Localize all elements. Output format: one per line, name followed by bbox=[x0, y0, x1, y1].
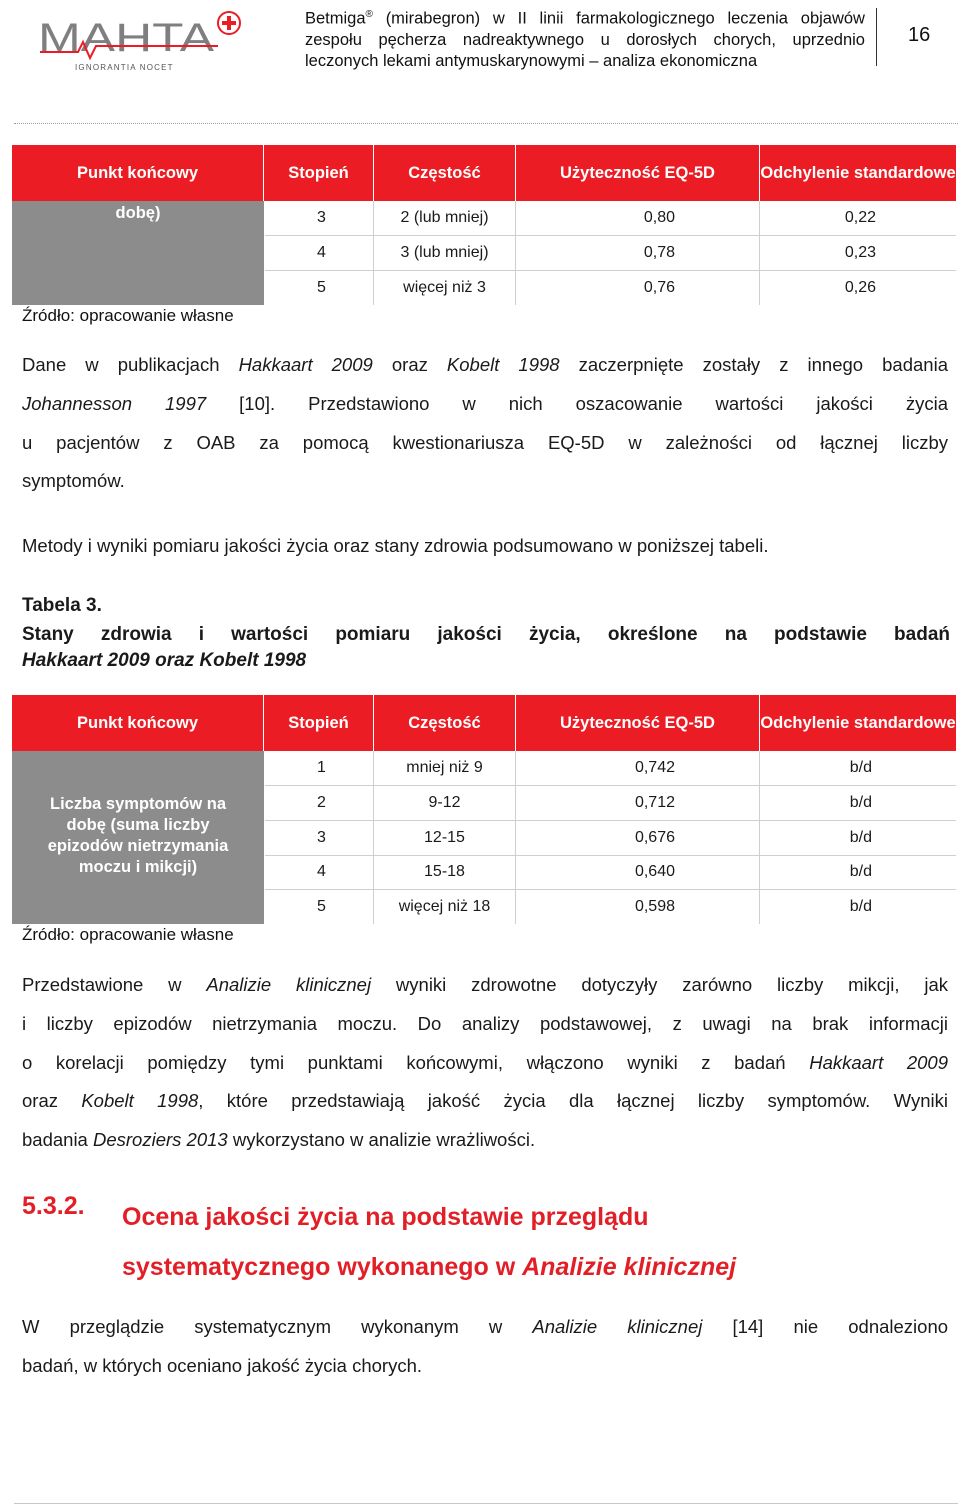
cell-sd: b/d bbox=[849, 794, 872, 811]
cell-sd: 0,23 bbox=[844, 244, 876, 261]
cell-frequency: mniej niż 9 bbox=[374, 751, 516, 785]
endpoint-label: dobę) bbox=[115, 204, 161, 222]
logo-wordmark: MAHTA bbox=[38, 18, 215, 58]
cell-utility: 0,78 bbox=[516, 236, 760, 270]
cell-frequency: więcej niż 18 bbox=[374, 890, 516, 924]
logo-red-swoosh bbox=[38, 32, 218, 62]
cell-sd: b/d bbox=[849, 829, 872, 846]
table-row bbox=[265, 786, 956, 821]
cell-grade: 5 bbox=[265, 271, 374, 305]
caption-line2: Hakkaart 2009 oraz Kobelt 1998 bbox=[22, 650, 307, 671]
header-frequency: Częstość bbox=[374, 145, 516, 201]
table-caption bbox=[22, 622, 950, 674]
cell-sd: 0,26 bbox=[844, 279, 876, 296]
table-3-header bbox=[12, 695, 956, 751]
header-utility: Użyteczność EQ-5D bbox=[516, 145, 760, 201]
cell-frequency: 2 (lub mniej) bbox=[374, 201, 516, 235]
table-row bbox=[265, 271, 956, 305]
header-grade: Stopień bbox=[264, 145, 374, 201]
cell-grade: 4 bbox=[265, 236, 374, 270]
table-row bbox=[265, 821, 956, 856]
paragraph-summary: Metody i wyniki pomiaru jakości życia oraz stany zdrowia podsumowano w poniższej tabeli. bbox=[22, 535, 769, 556]
table-top-header bbox=[12, 145, 956, 201]
section-title: Ocena jakości życia na podstawie przeglądu systematycznego wykonanego w Analizie klinicznej bbox=[122, 1203, 737, 1281]
paragraph-review: W przeglądzie systematycznym wykonanym w Analizie klinicznej [14] nie odnaleziono badań, w których oceniano jakość życia chorych. bbox=[22, 1316, 949, 1376]
cell-sd: b/d bbox=[849, 898, 872, 915]
cell-grade: 3 bbox=[265, 821, 374, 855]
cell-frequency: 3 (lub mniej) bbox=[374, 236, 516, 270]
cell-grade: 5 bbox=[265, 890, 374, 924]
header-endpoint: Punkt końcowy bbox=[12, 145, 264, 201]
cell-sd: b/d bbox=[849, 863, 872, 880]
cell-utility: 0,80 bbox=[516, 201, 760, 235]
cell-frequency: 12-15 bbox=[374, 821, 516, 855]
cell-grade: 3 bbox=[265, 201, 374, 235]
table-row bbox=[265, 751, 956, 786]
document-title bbox=[305, 4, 865, 72]
medical-cross-icon bbox=[216, 10, 242, 36]
header-endpoint: Punkt końcowy bbox=[12, 695, 264, 751]
header-sd: Odchylenie standardowe bbox=[760, 714, 956, 732]
cell-utility: 0,712 bbox=[516, 786, 760, 820]
cell-utility: 0,676 bbox=[516, 821, 760, 855]
cell-utility: 0,598 bbox=[516, 890, 760, 924]
cell-grade: 4 bbox=[265, 855, 374, 889]
table-row bbox=[265, 236, 956, 271]
header-rule bbox=[14, 123, 958, 124]
table-row bbox=[265, 201, 956, 236]
table-top-source: Źródło: opracowanie własne bbox=[22, 306, 234, 325]
paragraph-results: Przedstawione w Analizie klinicznej wyniki zdrowotne dotyczyły zarówno liczby mikcji, jak i liczby epizodów nietrzymania moczu. Do analizy podstawowej, z uwagi na brak informacji o korelacji pomiędzy tymi punktami końcowymi, włączono wyniki z badań Hakkaart 2009 oraz Kobelt 1998, które przedstawiają jakość życia dla łącznej liczby symptomów. Wyniki badania Desroziers 2013 wykorzystano w analizie wrażliwości. bbox=[22, 974, 948, 1151]
table-top bbox=[12, 145, 956, 305]
header-sd: Odchylenie standardowe bbox=[760, 164, 956, 182]
title-line2: objawów zespołu pęcherza nadreaktywnego u dorosłych chorych, bbox=[305, 9, 865, 49]
cell-frequency: 15-18 bbox=[374, 855, 516, 889]
cell-grade: 1 bbox=[265, 751, 374, 785]
paragraph-intro: Dane w publikacjach Hakkaart 2009 oraz Kobelt 1998 zaczerpnięte zostały z innego badania Johannesson 1997 [10]. Przedstawiono w nich oszacowanie wartości jakości życia u pacjentów z OAB za pomocą kwestionariusza EQ-5D w zależności od łącznej liczby symptomów. bbox=[22, 354, 948, 492]
table-3-source: Źródło: opracowanie własne bbox=[22, 925, 234, 944]
title-line3: uprzednio leczonych lekami antymuskarynowymi – analiza bbox=[305, 30, 865, 70]
section-number: 5.3.2. bbox=[22, 1192, 85, 1220]
header-divider bbox=[876, 8, 877, 66]
header-grade: Stopień bbox=[264, 695, 374, 751]
table-3 bbox=[12, 695, 956, 924]
cell-utility: 0,742 bbox=[516, 751, 760, 785]
header-frequency: Częstość bbox=[374, 695, 516, 751]
table-row bbox=[265, 855, 956, 890]
header-utility: Użyteczność EQ-5D bbox=[516, 695, 760, 751]
title-line1: (mirabegron) w II linii farmakologicznego leczenia bbox=[385, 9, 788, 28]
title-line4: ekonomiczna bbox=[659, 51, 758, 70]
caption-line1: Stany zdrowia i wartości pomiaru jakości życia, określone na podstawie badań bbox=[22, 624, 950, 645]
page-number: 16 bbox=[908, 24, 931, 46]
footer-rule bbox=[14, 1503, 958, 1504]
table-caption-label: Tabela 3. bbox=[22, 595, 102, 616]
registered-mark: ® bbox=[365, 9, 373, 20]
cell-utility: 0,76 bbox=[516, 271, 760, 305]
endpoint-label: Liczba symptomów na dobę (suma liczby epizodów nietrzymania moczu i mikcji) bbox=[47, 795, 229, 876]
cell-sd: 0,22 bbox=[844, 209, 876, 226]
title-drug-name: Betmiga bbox=[305, 9, 366, 28]
cell-frequency: więcej niż 3 bbox=[374, 271, 516, 305]
cell-grade: 2 bbox=[265, 786, 374, 820]
cell-frequency: 9-12 bbox=[374, 786, 516, 820]
logo-tagline: IGNORANTIA NOCET bbox=[75, 63, 174, 72]
cell-sd: b/d bbox=[849, 759, 872, 776]
table-row bbox=[265, 890, 956, 924]
cell-utility: 0,640 bbox=[516, 855, 760, 889]
